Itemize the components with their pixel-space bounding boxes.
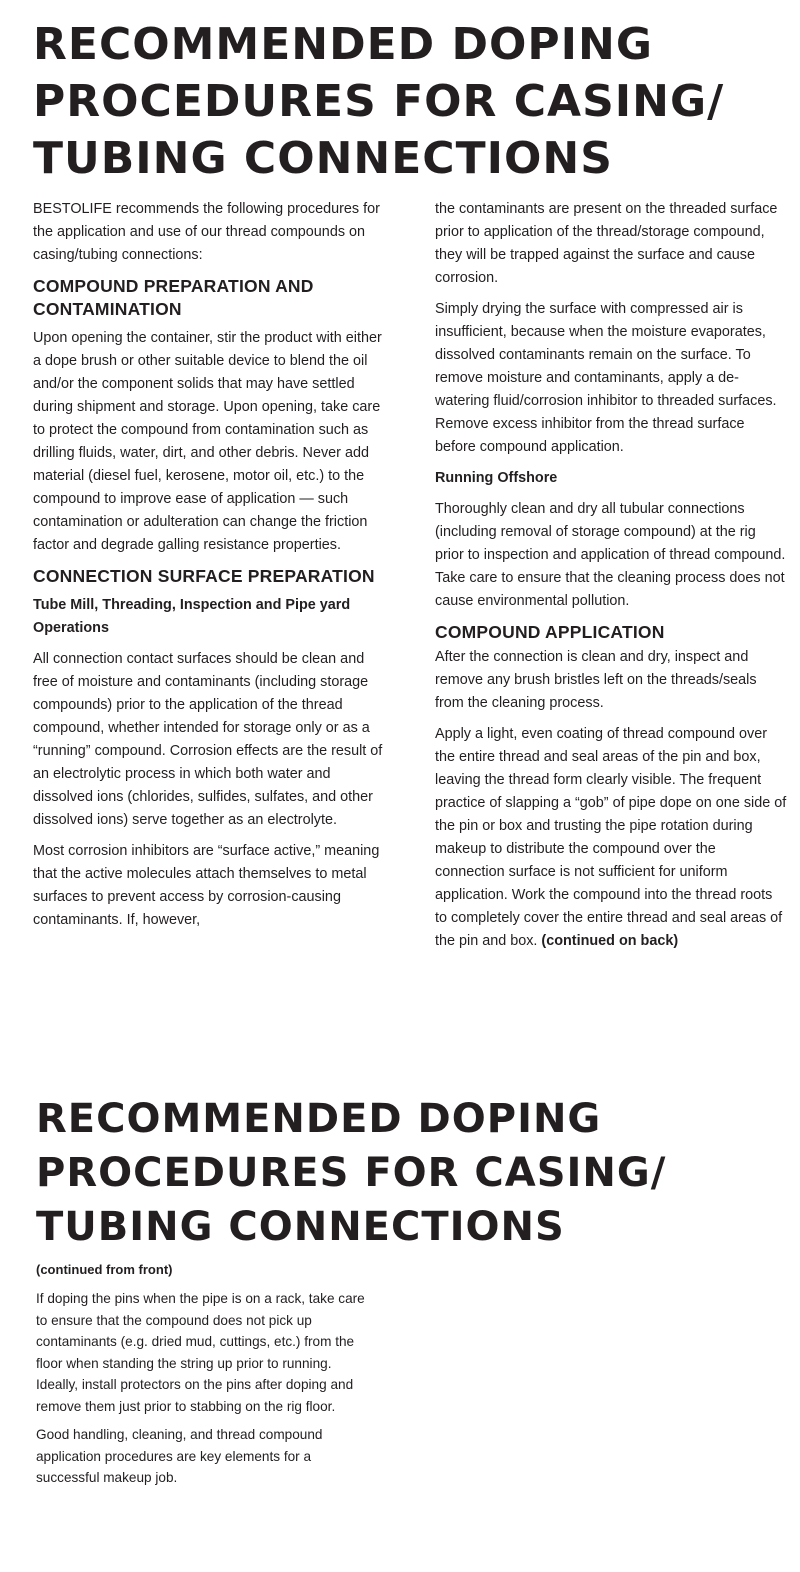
continued-on-back-note: (continued on back) — [541, 933, 679, 949]
compound-preparation-paragraph: Upon opening the container, stir the product with either a dope brush or other suitable device to blend the oil and/or the component solids that may have settled during shipment and storage. Upon opening, take care to protect the compound from contamination such as drilling fluids, water, dirt, and other debris. Never add material (diesel fuel, kerosene, motor oil, etc.) to the compound to improve ease of application — such contamination or adulteration can change the friction factor and degrade galling resistance properties. — [33, 330, 382, 553]
compound-application-paragraph-2 — [435, 723, 787, 953]
back-title — [36, 1092, 776, 1254]
running-offshore-paragraph: Thoroughly clean and dry all tubular connections (including removal of storage compound) at the rig prior to inspection and application of thread compound. Take care to ensure that the cleaning process does not cause environmental pollution. — [435, 501, 786, 609]
section-heading-surface-preparation: CONNECTION SURFACE PREPARATION — [33, 566, 375, 586]
surface-preparation-paragraph-1: All connection contact surfaces should be clean and free of moisture and contaminants (including storage compounds) prior to the application of the thread compound, whether intended for storage only or as a “running” compound. Corrosion effects are the result of an electrolytic process in which both water and dissolved ions (chlorides, sulfides, sulfates, and other dissolved ions) serve together as an electrolyte. — [33, 651, 383, 828]
drying-paragraph: Simply drying the surface with compressed air is insufficient, because when the moisture evaporates, dissolved contaminants remain on the surface. To remove moisture and contaminants, apply a de-watering fluid/corrosion inhibitor to threaded surfaces. Remove excess inhibitor from the thread surface before compound application. — [435, 301, 777, 455]
section-heading-compound-preparation: COMPOUND PREPARATION AND CONTAMINATION — [33, 276, 314, 319]
compound-application-text: Apply a light, even coating of thread compound over the entire thread and seal areas of the pin and box, leaving the thread form clearly visible. The frequent practice of slapping a “gob” of pipe dope on one side of the pin or box and trusting the pipe rotation during makeup to distribute the compound over the connection surface is not sufficient for uniform application. Work the compound into the thread roots to completely cover the entire thread and seal areas of the pin and box. — [435, 726, 787, 949]
compound-application-paragraph-1: After the connection is clean and dry, inspect and remove any brush bristles left on the threads/seals from the cleaning process. — [435, 649, 757, 711]
front-title-line-1: RECOMMENDED DOPING — [33, 19, 653, 70]
front-right-column — [435, 198, 787, 961]
back-page — [0, 1090, 800, 1560]
contaminants-paragraph: the contaminants are present on the threaded surface prior to application of the thread/storage compound, they will be trapped against the surface and cause corrosion. — [435, 201, 778, 286]
continued-from-front-label: (continued from front) — [36, 1262, 173, 1277]
subheading-tube-mill: Tube Mill, Threading, Inspection and Pipe yard Operations — [33, 597, 351, 636]
intro-paragraph: BESTOLIFE recommends the following procedures for the application and use of our thread compounds on casing/tubing connections: — [33, 201, 380, 263]
subheading-running-offshore: Running Offshore — [435, 470, 558, 486]
front-title-line-2: PROCEDURES FOR CASING/ — [33, 76, 725, 127]
section-heading-compound-application: COMPOUND APPLICATION — [435, 622, 665, 642]
front-left-column — [33, 198, 388, 940]
back-column — [36, 1260, 366, 1496]
back-paragraph-1: If doping the pins when the pipe is on a rack, take care to ensure that the compound does not pick up contaminants (e.g. dried mud, cuttings, etc.) from the floor when standing the string up prior to running. Ideally, install protectors on the pins after doping and remove them just prior to stabbing on the rig floor. — [36, 1291, 365, 1414]
front-title — [33, 16, 773, 187]
back-title-line-1: RECOMMENDED DOPING — [36, 1096, 602, 1142]
back-title-line-2: PROCEDURES FOR CASING/ — [36, 1150, 667, 1196]
back-title-line-3: TUBING CONNECTIONS — [36, 1204, 565, 1250]
front-title-line-3: TUBING CONNECTIONS — [33, 133, 613, 184]
back-paragraph-2: Good handling, cleaning, and thread compound application procedures are key elements for a successful makeup job. — [36, 1427, 323, 1485]
surface-preparation-paragraph-2: Most corrosion inhibitors are “surface active,” meaning that the active molecules attach themselves to metal surfaces to prevent access by corrosion-causing contaminants. If, however, — [33, 843, 380, 928]
